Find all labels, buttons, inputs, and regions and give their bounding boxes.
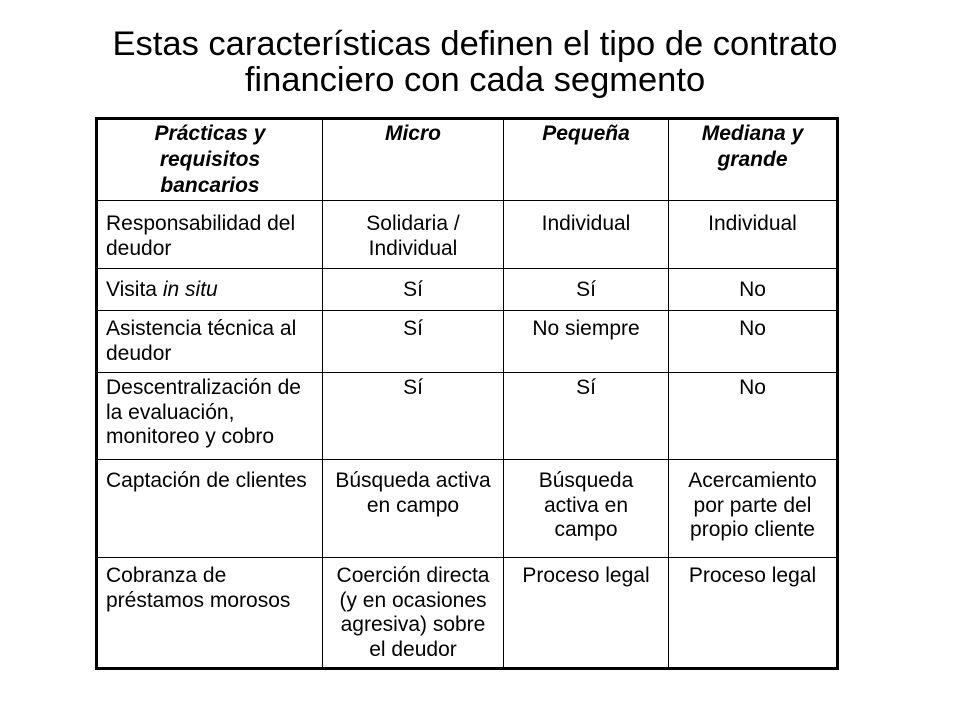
header-practicas: Prácticas y requisitos bancarios bbox=[98, 120, 323, 201]
cell-mediana-grande: No bbox=[669, 311, 836, 373]
segment-contract-table bbox=[95, 117, 839, 670]
table-row bbox=[98, 311, 836, 373]
row-label: Asistencia técnica al deudor bbox=[98, 311, 323, 373]
table-row bbox=[98, 269, 836, 311]
cell-micro: Sí bbox=[323, 311, 504, 373]
row-label: Responsabilidad del deudor bbox=[98, 201, 323, 269]
cell-mediana-grande: Proceso legal bbox=[688, 564, 817, 587]
cell-pequena: Sí bbox=[504, 373, 669, 460]
row-label-text: Visita bbox=[106, 278, 157, 301]
cell-pequena: Búsqueda activa en campo bbox=[504, 460, 669, 558]
header-pequena: Pequeña bbox=[504, 120, 669, 201]
slide-title: Estas características definen el tipo de contrato financiero con cada segmento bbox=[112, 25, 838, 99]
cell-micro: Coerción directa (y en ocasiones agresiva) sobre el deudor bbox=[323, 558, 504, 667]
cell-pequena: Proceso legal bbox=[504, 558, 669, 667]
table-row bbox=[98, 373, 836, 460]
cell-pequena: No siempre bbox=[504, 311, 669, 373]
row-label: Captación de clientes bbox=[98, 460, 323, 558]
row-label-italic: in situ bbox=[162, 278, 218, 301]
cell-pequena: Sí bbox=[504, 269, 669, 311]
cell-mediana-grande: Individual bbox=[669, 201, 836, 269]
row-label: Cobranza de préstamos morosos bbox=[98, 558, 323, 667]
header-mediana-grande: Mediana y grande bbox=[669, 120, 836, 201]
row-label: Descentralización de la evaluación, monitoreo y cobro bbox=[98, 373, 323, 460]
cell-pequena: Individual bbox=[504, 201, 669, 269]
cell-mediana-grande: No bbox=[669, 269, 836, 311]
header-micro: Micro bbox=[323, 120, 504, 201]
cell-micro: Sí bbox=[323, 373, 504, 460]
cell-micro: Solidaria / Individual bbox=[323, 201, 504, 269]
table-row bbox=[98, 460, 836, 558]
cell-micro: Sí bbox=[323, 269, 504, 311]
cell-micro: Búsqueda activa en campo bbox=[323, 460, 504, 558]
table-header bbox=[98, 120, 836, 201]
row-label bbox=[98, 269, 323, 311]
table-body bbox=[98, 201, 836, 667]
cell-mediana-grande: Acercamiento por parte del propio cliente bbox=[669, 460, 836, 558]
table-row bbox=[98, 201, 836, 269]
cell-mediana-grande: No bbox=[669, 373, 836, 460]
table-row bbox=[98, 558, 836, 667]
header-row bbox=[98, 120, 836, 201]
